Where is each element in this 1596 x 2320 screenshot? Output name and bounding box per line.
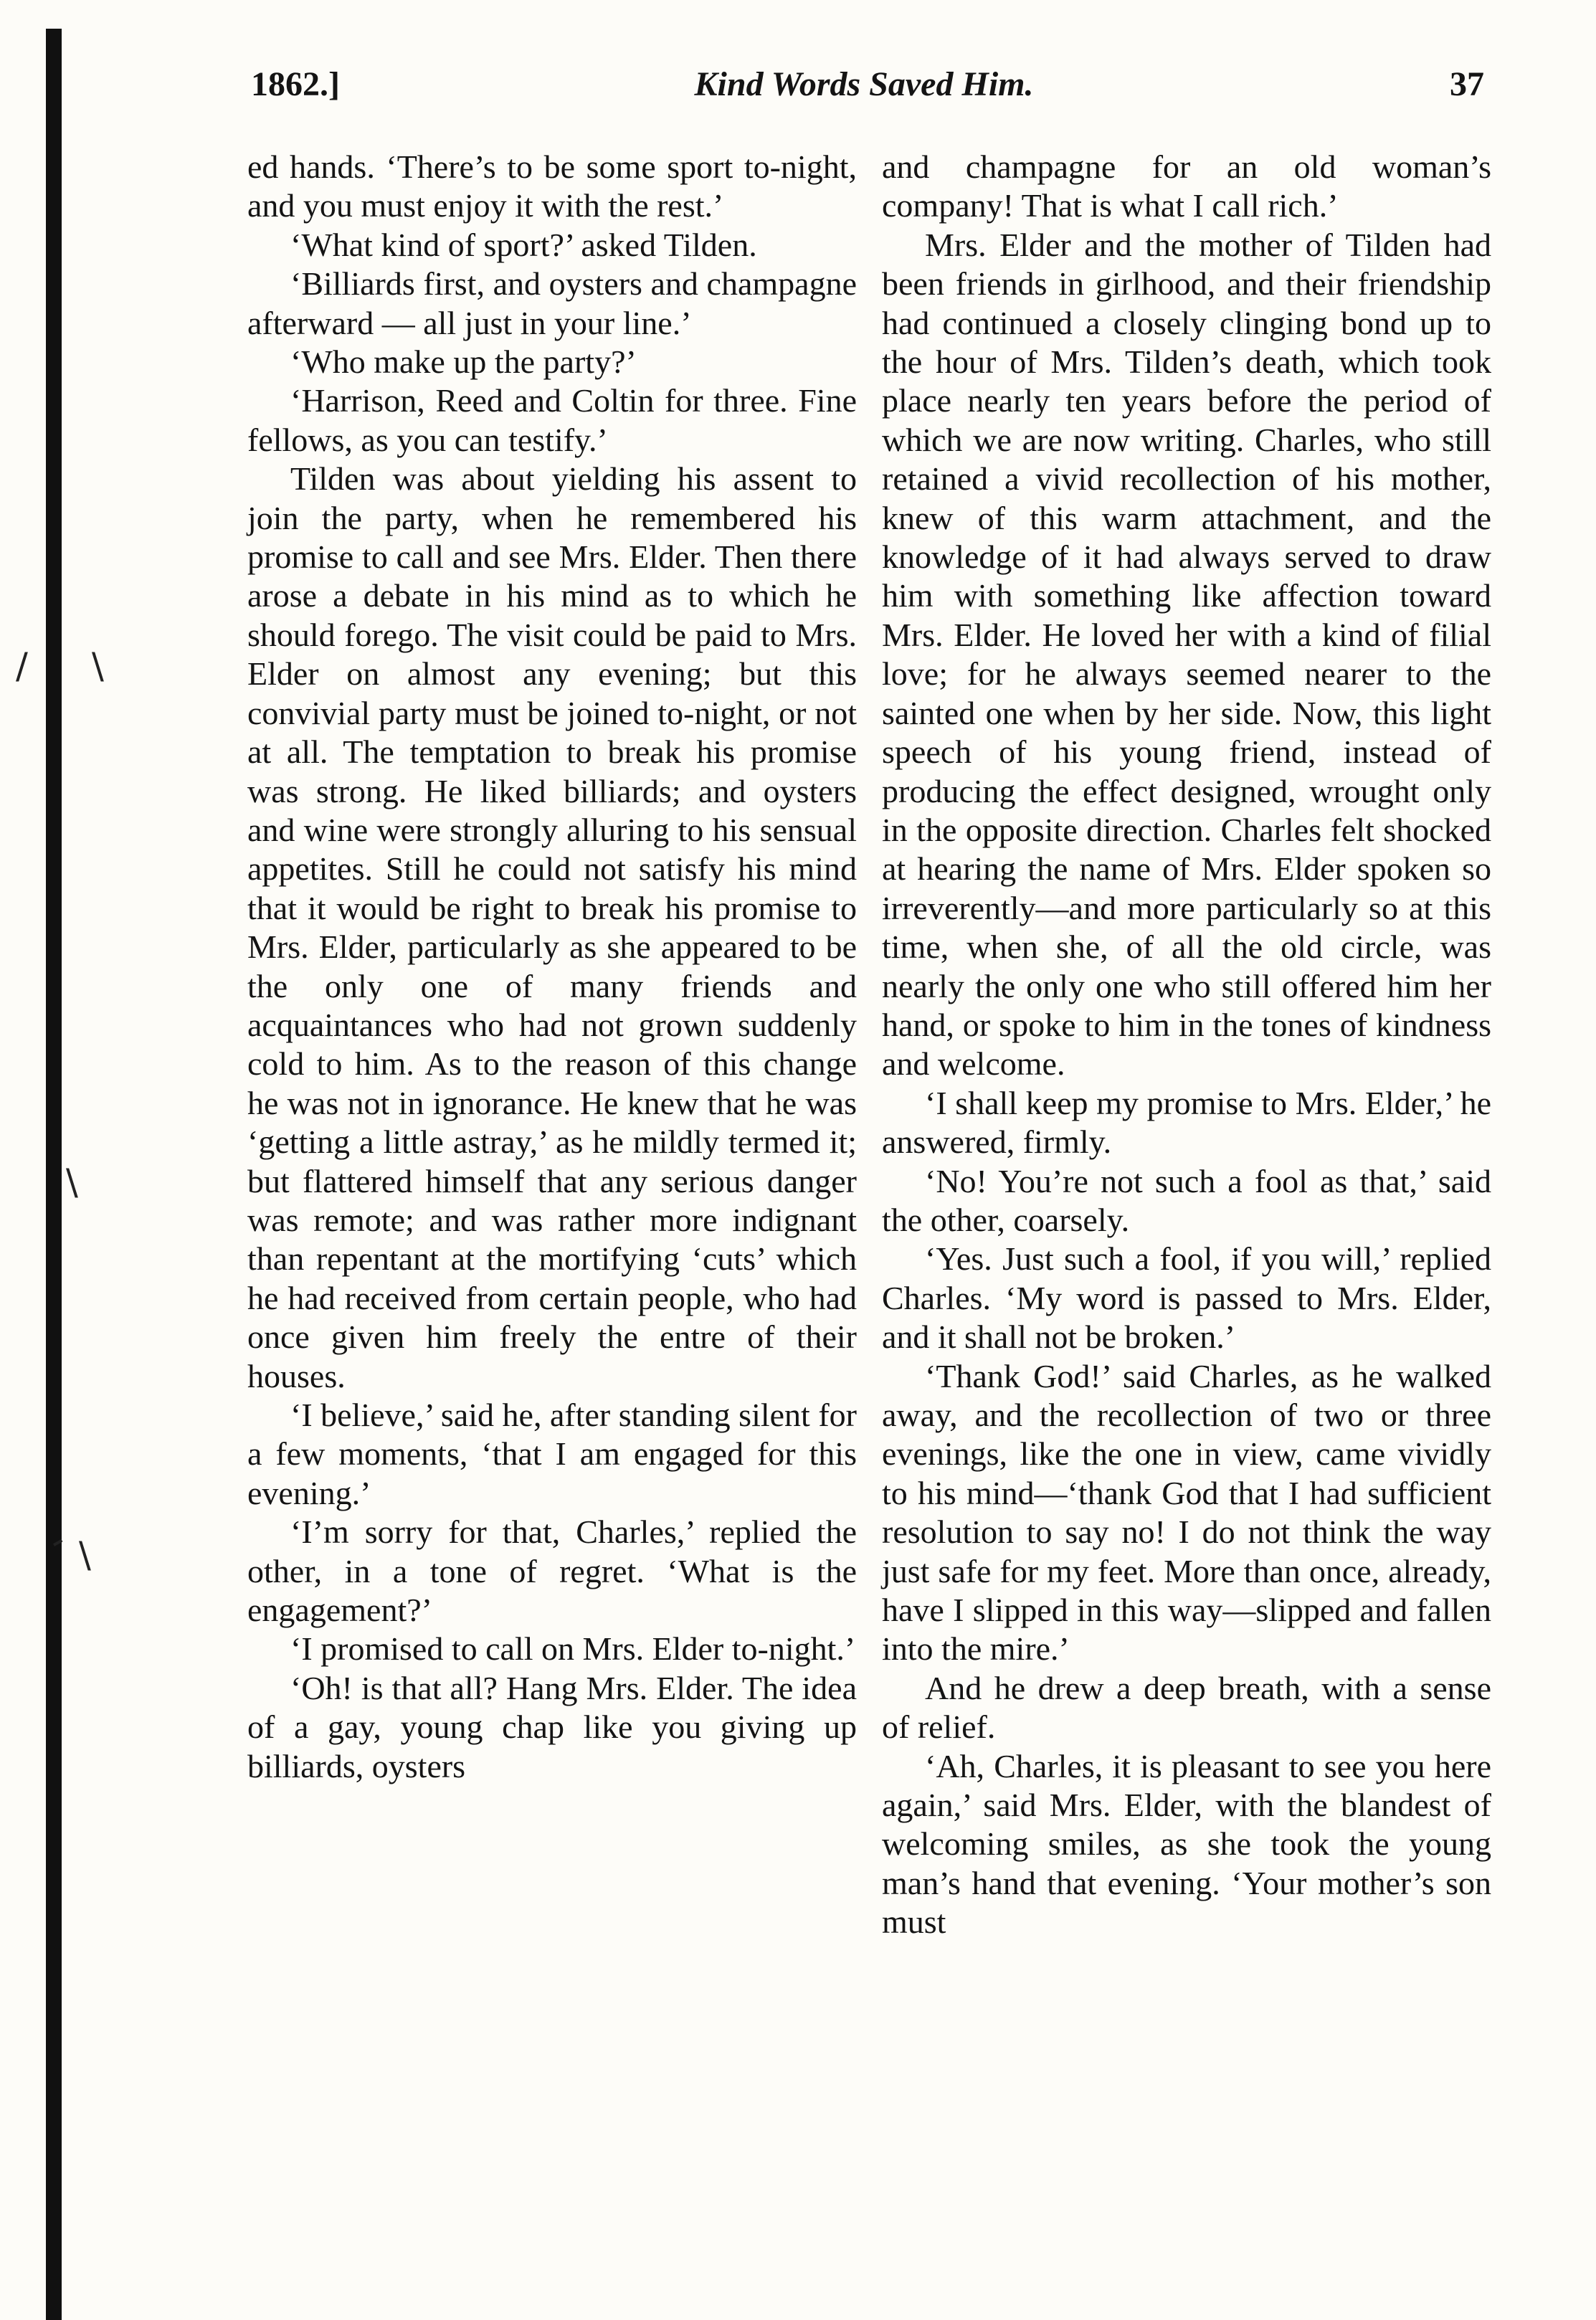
running-header [244,65,1484,122]
paragraph: ‘I promised to call on Mrs. Elder to-night.’ [290,1630,856,1668]
paragraph: ‘Ah, Charles, it is pleasant to see you here again,’ said Mrs. Elder, with the blandest of welcoming smiles, as she took the young man’s hand that evening. ‘Your mother’s son must [882,1747,1491,1941]
paragraph: ed hands. ‘There’s to be some sport to-night, and you must enjoy it with the rest.’ [247,148,857,224]
paragraph: ‘Yes. Just such a fool, if you will,’ replied Charles. ‘My word is passed to Mrs. Elder, and it shall not be broken.’ [882,1240,1491,1356]
paragraph: ‘I believe,’ said he, after standing silent for a few moments, ‘that I am engaged for this evening.’ [247,1397,857,1511]
paragraph: ‘Who make up the party?’ [290,343,637,381]
paragraph: ‘Oh! is that all? Hang Mrs. Elder. The idea of a gay, young chap like you giving up billiards, oysters [247,1669,857,1784]
paragraph: ‘What kind of sport?’ asked Tilden. [290,226,757,263]
page-number: 37 [1450,65,1484,103]
header-title: Kind Words Saved Him. [694,65,1034,103]
paragraph: ‘Billiards first, and oysters and champagne afterward — all just in your line.’ [247,265,857,341]
paragraph: ‘Thank God!’ said Charles, as he walked away, and the recollection of two or three evenings, like the one in view, came vividly to his mind—‘thank God that I had sufficient resolution to say no! I do not think the way just safe for my feet. More than once, already, have I slipped in this way—slipped and fallen into the mire.’ [882,1357,1491,1668]
margin-mark: / [16,645,28,687]
paragraph: Tilden was about yielding his assent to join the party, when he remembered his promise to call and see Mrs. Elder. Then there arose a debate in his mind as to which he should forego. The visit could be paid to Mrs. Elder on almost any evening; but this convivial party must be joined to-night, or not at all. The temptation to break his promise was strong. He liked billiards; and oysters and wine were strongly alluring to his sensual appetites. Still he could not satisfy his mind that it would be right to break his promise to Mrs. Elder, particularly as she appeared to be the only one of many friends and acquaintances who had not grown suddenly cold to him. As to the reason of this change he was not in ignorance. He knew that he was ‘getting a little astray,’ as he mildly termed it; but flattered himself that any serious danger was remote; and was rather more indignant than repentant at the mortifying ‘cuts’ which he had received from certain people, who had once given him freely the entre of their houses. [247,460,857,1394]
paragraph: and champagne for an old woman’s company! That is what I call rich.’ [882,148,1491,224]
paragraph: ‘Harrison, Reed and Coltin for three. Fine fellows, as you can testify.’ [247,382,857,458]
margin-mark: \ [92,645,104,687]
page-spine-shadow [46,29,62,2320]
paragraph: And he drew a deep breath, with a sense of relief. [882,1669,1491,1746]
margin-mark: - [40,1519,73,1562]
paragraph: ‘I shall keep my promise to Mrs. Elder,’ he answered, firmly. [882,1084,1491,1161]
header-year: 1862.] [251,65,340,103]
paragraph: ‘No! You’re not such a fool as that,’ said the other, coarsely. [882,1162,1491,1238]
margin-mark: \ [79,1534,91,1576]
margin-mark: \ [66,1161,78,1203]
paragraph: ‘I’m sorry for that, Charles,’ replied the other, in a tone of regret. ‘What is the engagement?’ [247,1513,857,1629]
left-column [247,148,857,1786]
right-column [882,148,1491,1942]
paragraph: Mrs. Elder and the mother of Tilden had been friends in girlhood, and their friendship had continued a closely clinging bond up to the hour of Mrs. Tilden’s death, which took place nearly ten years before the period of which we are now writing. Charles, who still retained a vivid recollection of his mother, knew of this warm attachment, and the knowledge of it had always served to draw him with something like affection toward Mrs. Elder. He loved her with a kind of filial love; for he always seemed nearer to the sainted one when by her side. Now, this light speech of his young friend, instead of producing the effect designed, wrought only in the opposite direction. Charles felt shocked at hearing the name of Mrs. Elder spoken so irreverently—and more particularly so at this time, when she, of all the old circle, was nearly the only one who still offered him her hand, or spoke to him in the tones of kindness and welcome. [882,226,1491,1083]
